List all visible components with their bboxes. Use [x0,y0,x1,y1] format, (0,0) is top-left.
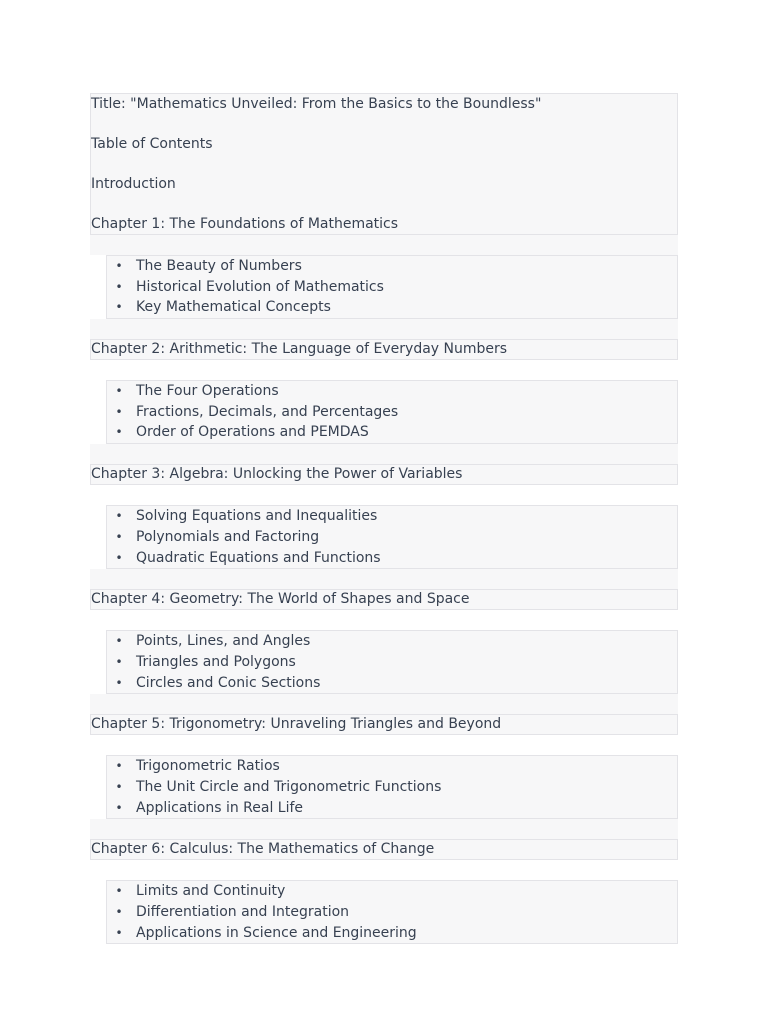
bullet-icon: • [115,279,123,294]
list-item-label: Solving Equations and Inequalities [136,508,378,525]
spacer [90,694,678,714]
spacer [90,235,678,255]
list-item-label: Quadratic Equations and Functions [136,549,381,566]
chapter-1-topic-list [106,255,678,319]
spacer [90,860,678,880]
list-item [107,777,677,798]
list-item-label: Fractions, Decimals, and Percentages [136,403,399,420]
list-item-label: Key Mathematical Concepts [136,299,331,316]
bullet-icon: • [115,529,123,544]
chapter-heading: Chapter 2: Arithmetic: The Language of Everyday Numbers [90,339,678,360]
list-item [107,923,677,944]
bullet-icon: • [115,779,123,794]
spacer [90,319,678,339]
spacer [90,610,678,630]
title-block [90,93,678,235]
list-item-label: Trigonometric Ratios [136,758,280,775]
chapter-heading: Chapter 4: Geometry: The World of Shapes and Space [90,589,678,610]
list-item [107,881,677,902]
bullet-icon: • [115,654,123,669]
spacer [90,569,678,589]
spacer [91,194,677,214]
list-item [107,673,677,694]
bullet-icon: • [115,300,123,315]
document-title: Title: "Mathematics Unveiled: From the Basics to the Boundless" [91,96,542,112]
chapter-6-topic-list [106,880,678,944]
list-item-label: Differentiation and Integration [136,904,350,920]
spacer [90,819,678,839]
list-item [107,381,677,402]
list-item-label: Polynomials and Factoring [136,528,320,545]
bullet-icon: • [115,384,123,399]
bullet-icon: • [115,550,123,565]
spacer [91,114,677,134]
list-item-label: Historical Evolution of Mathematics [136,278,384,295]
list-item-label: The Beauty of Numbers [136,258,302,274]
bullet-icon: • [115,404,123,419]
spacer [90,360,678,380]
toc-heading: Table of Contents [91,136,213,152]
bullet-icon: • [115,425,123,440]
bullet-icon: • [115,675,123,690]
list-item-label: Applications in Science and Engineering [136,924,417,941]
spacer [90,485,678,505]
list-item-label: Circles and Conic Sections [136,674,321,691]
list-item [107,297,677,318]
spacer [91,154,677,174]
document [90,93,678,944]
chapter-2-topic-list [106,380,678,444]
list-item-label: Limits and Continuity [136,883,286,900]
chapter-heading: Chapter 1: The Foundations of Mathematics [91,216,399,232]
bullet-icon: • [115,259,123,273]
list-item [107,277,677,298]
chapter-heading: Chapter 6: Calculus: The Mathematics of Change [90,839,678,860]
list-item [107,506,677,527]
bullet-icon: • [115,509,123,524]
list-item-label: The Unit Circle and Trigonometric Functions [136,778,442,795]
list-item [107,548,677,569]
chapter-3-topic-list [106,505,678,569]
list-item [107,631,677,652]
list-item [107,402,677,423]
list-item-label: Points, Lines, and Angles [136,633,311,650]
bullet-icon: • [115,800,123,815]
list-item-label: Triangles and Polygons [136,653,296,670]
bullet-icon: • [115,905,123,919]
chapter-5-topic-list [106,755,678,819]
bullet-icon: • [115,759,123,774]
chapter-4-topic-list [106,630,678,694]
spacer [90,444,678,464]
list-item-label: Applications in Real Life [136,799,304,816]
list-item [107,527,677,548]
list-item-label: The Four Operations [136,383,279,400]
chapter-heading: Chapter 3: Algebra: Unlocking the Power of Variables [90,464,678,485]
bullet-icon: • [115,925,123,940]
list-item [107,902,677,923]
list-item [107,422,677,443]
list-item [107,756,677,777]
bullet-icon: • [115,634,123,649]
list-item [107,798,677,819]
chapter-heading: Chapter 5: Trigonometry: Unraveling Triangles and Beyond [90,714,678,735]
list-item [107,652,677,673]
list-item-label: Order of Operations and PEMDAS [136,424,369,441]
introduction-entry: Introduction [91,176,176,192]
list-item [107,256,677,277]
bullet-icon: • [115,884,123,899]
spacer [90,735,678,755]
